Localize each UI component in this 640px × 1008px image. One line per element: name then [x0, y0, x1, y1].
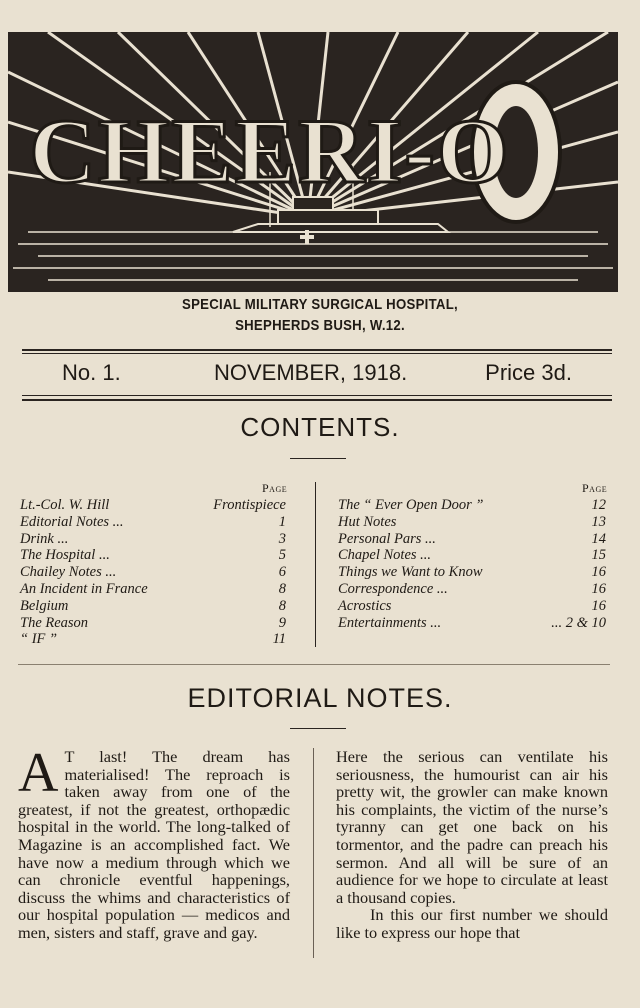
contents-entry	[338, 564, 606, 581]
contents-entry-page: 6	[278, 564, 286, 581]
issue-rule-top	[22, 349, 612, 351]
contents-entry-title: Correspondence ...	[338, 580, 448, 597]
page-column-header-left: Page	[262, 481, 288, 495]
contents-entry	[338, 581, 606, 598]
contents-entry-title: Things we Want to Know	[338, 564, 483, 581]
hospital-address: SHEPHERDS BUSH, W.12.	[235, 317, 405, 334]
contents-entry-page: 8	[278, 597, 286, 614]
masthead-illustration	[8, 32, 618, 292]
contents-entry	[20, 598, 286, 615]
contents-entry-page: 13	[591, 513, 606, 530]
editorial-right-column	[336, 748, 608, 942]
masthead-title: CHEERI-O	[29, 100, 511, 202]
contents-entry-title: Acrostics	[338, 597, 392, 614]
contents-entry-title: Chailey Notes ...	[20, 564, 117, 581]
editorial-title: EDITORIAL NOTES.	[187, 683, 453, 713]
contents-entry	[20, 581, 286, 598]
contents-entry-page: ... 2 & 10	[551, 614, 606, 631]
contents-entry	[338, 615, 606, 632]
contents-left-column	[20, 497, 286, 648]
contents-entry-title: The Reason	[20, 614, 89, 631]
drop-cap: A	[18, 742, 59, 804]
contents-entry	[20, 497, 286, 514]
contents-entry-title: “ IF ”	[20, 631, 58, 648]
contents-entry-page: 16	[591, 597, 606, 614]
contents-entry-page: 16	[591, 564, 606, 581]
section-rule	[18, 664, 610, 665]
issue-rule-top-thin	[22, 353, 612, 354]
contents-entry-page: 5	[278, 547, 286, 564]
contents-divider	[315, 482, 316, 647]
contents-entry	[338, 531, 606, 548]
contents-entry-title: The “ Ever Open Door ”	[338, 497, 484, 513]
editorial-column-divider	[313, 748, 314, 958]
editorial-right-para-1: Here the serious can ventilate his seriousness, the humourist can air his pretty wit, the growler can make known his complaints, the victim of the nurse’s tyranny can get one back on his tormentor, and the padre can preach his sermon. And all will be sure of an audience for we hope to circulate at least a thousand copies.	[336, 747, 608, 907]
contents-entry-page: 9	[278, 614, 286, 631]
issue-date: NOVEMBER, 1918.	[214, 360, 408, 385]
contents-entry-page: 12	[591, 497, 606, 513]
issue-rule-bottom-thin	[22, 395, 612, 396]
issue-number: No. 1.	[62, 360, 121, 385]
contents-entry	[338, 514, 606, 531]
contents-entry	[20, 631, 286, 648]
contents-entry	[338, 497, 606, 514]
contents-entry	[20, 564, 286, 581]
hospital-name: SPECIAL MILITARY SURGICAL HOSPITAL,	[182, 296, 458, 313]
contents-entry-page: Frontispiece	[213, 497, 286, 513]
contents-entry-title: Drink ...	[20, 530, 69, 547]
contents-entry-page: 3	[278, 530, 286, 547]
contents-entry-title: Editorial Notes ...	[20, 513, 124, 530]
contents-entry-page: 1	[278, 513, 286, 530]
contents-entry	[20, 615, 286, 632]
contents-title-rule	[290, 458, 346, 459]
contents-entry	[20, 547, 286, 564]
contents-entry	[338, 547, 606, 564]
contents-entry-page: 15	[591, 547, 606, 564]
contents-entry	[20, 531, 286, 548]
editorial-title-rule	[290, 728, 346, 729]
issue-rule-bottom	[22, 399, 612, 401]
contents-title: CONTENTS.	[240, 412, 400, 442]
contents-entry	[20, 514, 286, 531]
editorial-right-para-2: In this our first number we should like to express our hope that	[336, 905, 608, 942]
contents-entry-title: Lt.-Col. W. Hill	[20, 497, 110, 513]
issue-price: Price 3d.	[485, 360, 572, 385]
contents-entry-page: 16	[591, 580, 606, 597]
contents-entry-page: 14	[591, 530, 606, 547]
contents-entry-title: Personal Pars ...	[338, 530, 436, 547]
page-column-header-right: Page	[582, 481, 608, 495]
contents-entry-title: Entertainments ...	[338, 614, 442, 631]
contents-entry-page: 11	[272, 631, 286, 648]
editorial-left-text: T last! The dream has materialised! The reproach is taken away from one of the greatest, if not the greatest, orthopædic hospital in the world. The long-talked of Magazine is an accomplished fact. We have now a medium through which we can chronicle eventful happenings, discuss the whims and characteristics of our hospital population — medicos and men, sisters and staff, grave and gay.	[18, 747, 290, 942]
contents-entry-title: Chapel Notes ...	[338, 547, 432, 564]
contents-entry-title: The Hospital ...	[20, 547, 110, 564]
contents-entry	[338, 598, 606, 615]
editorial-left-column	[18, 742, 290, 942]
issue-info-row	[22, 360, 612, 390]
contents-entry-page: 8	[278, 580, 286, 597]
contents-entry-title: An Incident in France	[20, 580, 148, 597]
contents-entry-title: Belgium	[20, 597, 69, 614]
contents-right-column	[338, 497, 606, 631]
contents-entry-title: Hut Notes	[338, 513, 397, 530]
